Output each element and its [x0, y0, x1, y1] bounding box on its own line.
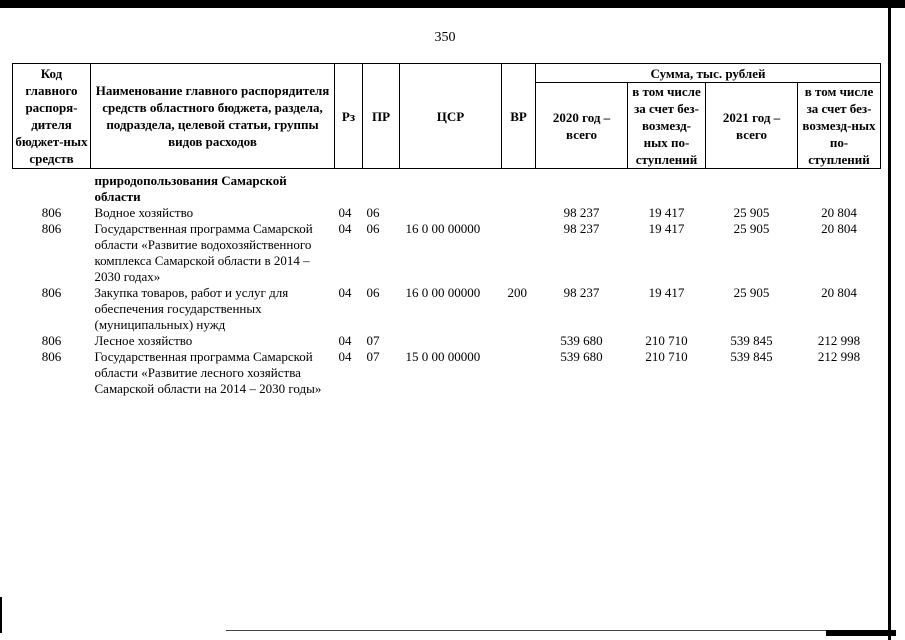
cell-2020-grants: 19 417	[648, 205, 685, 220]
bottom-rule	[226, 630, 826, 631]
cell-2021-total: 539 845	[730, 349, 773, 364]
cell-2020-total: 539 680	[560, 333, 603, 348]
budget-table	[12, 63, 881, 397]
header-code: Код главного распоря-дителя бюджет-ных средств	[13, 64, 91, 169]
header-rz: Рз	[335, 64, 363, 169]
cell-code: 806	[41, 205, 62, 220]
cell-rz: 04	[338, 349, 352, 364]
cell-2021-grants: 20 804	[821, 285, 857, 300]
cell-csr	[400, 333, 502, 349]
cell-csr	[400, 205, 502, 221]
continuation-text: природопользования Самарской области	[94, 173, 287, 204]
cell-csr: 15 0 00 00000	[405, 349, 481, 364]
cell-2021-grants: 20 804	[821, 221, 857, 236]
header-2020-total: 2020 год – всего	[536, 83, 628, 169]
cell-code: 806	[41, 221, 62, 236]
cell-pr: 06	[366, 205, 380, 220]
header-vr: ВР	[502, 64, 536, 169]
cell-name: Лесное хозяйство	[94, 333, 193, 348]
cell-2020-total: 98 237	[563, 285, 600, 300]
left-scan-mark	[0, 597, 2, 633]
table-row	[13, 221, 881, 285]
cell-vr	[502, 349, 536, 397]
cell-2021-total: 25 905	[733, 221, 770, 236]
header-2021-total: 2021 год – всего	[706, 83, 798, 169]
cell-pr: 06	[366, 221, 380, 236]
cell-rz: 04	[338, 221, 352, 236]
right-margin-line	[888, 6, 891, 640]
header-name: Наименование главного распорядителя средств областного бюджета, раздела, подраздела, целевой статьи, группы видов расходов	[91, 64, 335, 169]
cell-name: Государственная программа Самарской области «Развитие лесного хозяйства Самарской области на 2014 – 2030 годы»	[94, 349, 322, 396]
table-row	[13, 349, 881, 397]
cell-rz: 04	[338, 285, 352, 300]
bottom-rule-thick	[826, 630, 896, 636]
cell-2020-grants: 210 710	[645, 349, 688, 364]
header-sum-group: Сумма, тыс. рублей	[536, 64, 881, 83]
table-row	[13, 205, 881, 221]
cell-pr: 07	[366, 333, 380, 348]
cell-2021-total: 25 905	[733, 285, 770, 300]
cell-vr	[502, 333, 536, 349]
cell-code: 806	[41, 333, 62, 348]
cell-rz: 04	[338, 333, 352, 348]
cell-code: 806	[41, 349, 62, 364]
table-header	[13, 64, 881, 169]
table-body	[13, 169, 881, 398]
page-number: 350	[434, 30, 456, 45]
cell-2021-grants: 20 804	[821, 205, 857, 220]
cell-vr	[502, 205, 536, 221]
cell-csr: 16 0 00 00000	[405, 285, 481, 300]
cell-name: Водное хозяйство	[94, 205, 194, 220]
header-2021-grants: в том числе за счет без-возмезд-ных по-ступлений	[798, 83, 881, 169]
cell-2021-total: 539 845	[730, 333, 773, 348]
cell-vr	[502, 221, 536, 285]
cell-vr: 200	[507, 285, 527, 300]
cell-name: Закупка товаров, работ и услуг для обеспечения государственных (муниципальных) нужд	[94, 285, 289, 332]
top-border-bar	[0, 0, 905, 8]
table-row	[13, 285, 881, 333]
cell-2020-grants: 19 417	[648, 285, 685, 300]
cell-2020-total: 98 237	[563, 205, 600, 220]
header-csr: ЦСР	[400, 64, 502, 169]
header-2020-grants: в том числе за счет без-возмезд-ных по-ступлений	[628, 83, 706, 169]
cell-name: Государственная программа Самарской области «Развитие водохозяйственного комплекса Самарской области в 2014 – 2030 годах»	[94, 221, 313, 284]
cell-2020-grants: 19 417	[648, 221, 685, 236]
header-pr: ПР	[363, 64, 400, 169]
cell-code: 806	[41, 285, 62, 300]
cell-2021-total: 25 905	[733, 205, 770, 220]
cell-2020-total: 539 680	[560, 349, 603, 364]
cell-rz: 04	[338, 205, 352, 220]
cell-pr: 07	[366, 349, 380, 364]
table-row	[13, 333, 881, 349]
cell-2020-grants: 210 710	[645, 333, 688, 348]
cell-csr: 16 0 00 00000	[405, 221, 481, 236]
table-row-continuation	[13, 169, 881, 206]
cell-pr: 06	[366, 285, 380, 300]
cell-2020-total: 98 237	[563, 221, 600, 236]
cell-2021-grants: 212 998	[817, 333, 861, 348]
cell-2021-grants: 212 998	[817, 349, 861, 364]
